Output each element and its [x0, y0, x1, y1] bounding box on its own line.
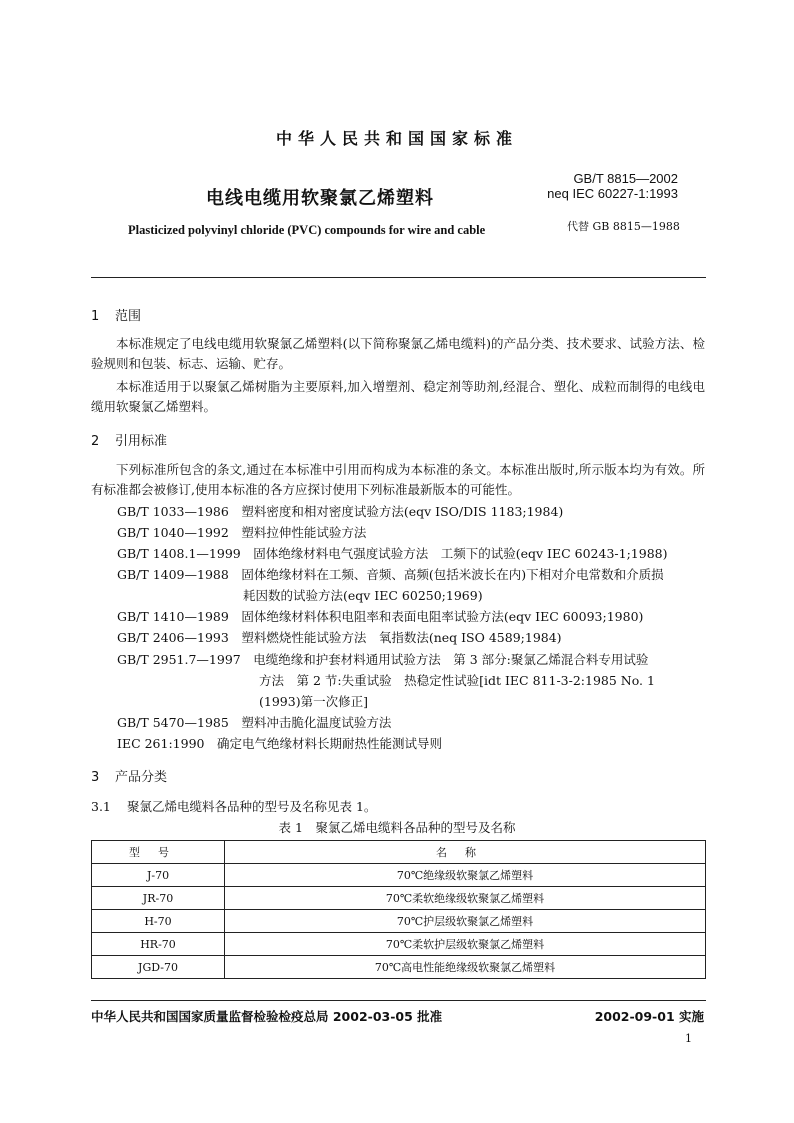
table-row	[92, 887, 706, 910]
section-title: 引用标准	[115, 434, 168, 449]
reference-item: GB/T 1409—1988 固体绝缘材料在工频、音频、高频(包括米波长在内)下相对介电常数和介质损	[117, 567, 664, 582]
reference-item: GB/T 2406—1993 塑料燃烧性能试验方法 氧指数法(neq ISO 4589;1984)	[117, 630, 562, 645]
clause-number: 3.1	[91, 799, 111, 814]
reference-item: GB/T 1040—1992 塑料拉伸性能试验方法	[117, 525, 367, 540]
section-title: 产品分类	[115, 770, 168, 785]
reference-item: IEC 261:1990 确定电气绝缘材料长期耐热性能测试导则	[117, 736, 442, 751]
reference-item: GB/T 2951.7—1997 电缆绝缘和护套材料通用试验方法 第 3 部分:聚氯乙烯混合料专用试验	[117, 652, 649, 667]
section-title: 范围	[115, 309, 142, 324]
standard-number: GB/T 8815—2002	[573, 171, 678, 186]
cell-model: J-70	[92, 864, 225, 887]
section-1-heading	[91, 305, 141, 324]
approval-line: 中华人民共和国国家质量监督检验检疫总局 2002-03-05 批准	[91, 1009, 443, 1024]
column-header-name: 名称	[225, 841, 706, 864]
section-3-heading	[91, 766, 167, 785]
replaces-note: 代替 GB 8815—1988	[567, 220, 680, 233]
reference-item-continuation: (1993)第一次修正]	[259, 694, 368, 709]
table-row	[92, 956, 706, 979]
cell-model: JR-70	[92, 887, 225, 910]
cell-name: 70℃护层级软聚氯乙烯塑料	[225, 910, 706, 933]
reference-item-continuation: 耗因数的试验方法(eqv IEC 60250;1969)	[243, 588, 483, 603]
section-1-paragraph-1: 本标准规定了电线电缆用软聚氯乙烯塑料(以下简称聚氯乙烯电缆料)的产品分类、技术要求、试验方法、检验规则和包装、标志、运输、贮存。	[91, 336, 705, 371]
clause-text: 聚氯乙烯电缆料各品种的型号及名称见表 1。	[127, 799, 377, 814]
document-title-en: Plasticized polyvinyl chloride (PVC) compounds for wire and cable	[128, 223, 486, 237]
section-number: 3	[91, 770, 100, 785]
cell-name: 70℃绝缘级软聚氯乙烯塑料	[225, 864, 706, 887]
national-standard-heading: 中华人民共和国国家标准	[275, 129, 518, 148]
product-type-table	[91, 840, 706, 979]
cell-name: 70℃柔软护层级软聚氯乙烯塑料	[225, 933, 706, 956]
reference-item: GB/T 1408.1—1999 固体绝缘材料电气强度试验方法 工频下的试验(eqv IEC 60243-1;1988)	[117, 546, 668, 561]
table-row	[92, 910, 706, 933]
header-divider	[91, 277, 706, 278]
cell-name: 70℃柔软绝缘级软聚氯乙烯塑料	[225, 887, 706, 910]
cell-model: JGD-70	[92, 956, 225, 979]
section-number: 1	[91, 309, 100, 324]
document-title-cn: 电线电缆用软聚氯乙烯塑料	[206, 188, 434, 209]
clause-3-1	[91, 797, 376, 815]
reference-item: GB/T 1033—1986 塑料密度和相对密度试验方法(eqv ISO/DIS 1183;1984)	[117, 504, 564, 519]
reference-item-continuation: 方法 第 2 节:失重试验 热稳定性试验[idt IEC 811-3-2:1985 No. 1	[259, 673, 655, 688]
table-header-row	[92, 841, 706, 864]
section-1-paragraph-2: 本标准适用于以聚氯乙烯树脂为主要原料,加入增塑剂、稳定剂等助剂,经混合、塑化、成粒而制得的电线电缆用软聚氯乙烯塑料。	[91, 379, 705, 414]
reference-item: GB/T 1410—1989 固体绝缘材料体积电阻率和表面电阻率试验方法(eqv IEC 60093;1980)	[117, 609, 644, 624]
page-number: 1	[685, 1032, 692, 1045]
reference-item: GB/T 5470—1985 塑料冲击脆化温度试验方法	[117, 715, 392, 730]
cell-name: 70℃高电性能绝缘级软聚氯乙烯塑料	[225, 956, 706, 979]
footer-divider	[91, 1000, 706, 1001]
section-number: 2	[91, 434, 100, 449]
implementation-date: 2002-09-01 实施	[594, 1009, 704, 1024]
column-header-model: 型号	[92, 841, 225, 864]
table-row	[92, 933, 706, 956]
cell-model: HR-70	[92, 933, 225, 956]
table-caption: 表 1 聚氯乙烯电缆料各品种的型号及名称	[278, 820, 516, 835]
cell-model: H-70	[92, 910, 225, 933]
section-2-heading	[91, 430, 167, 449]
table-row	[92, 864, 706, 887]
section-2-intro: 下列标准所包含的条文,通过在本标准中引用而构成为本标准的条文。本标准出版时,所示版本均为有效。所有标准都会被修订,使用本标准的各方应探讨使用下列标准最新版本的可能性。	[91, 462, 705, 497]
equivalence-note: neq IEC 60227-1:1993	[547, 186, 678, 201]
